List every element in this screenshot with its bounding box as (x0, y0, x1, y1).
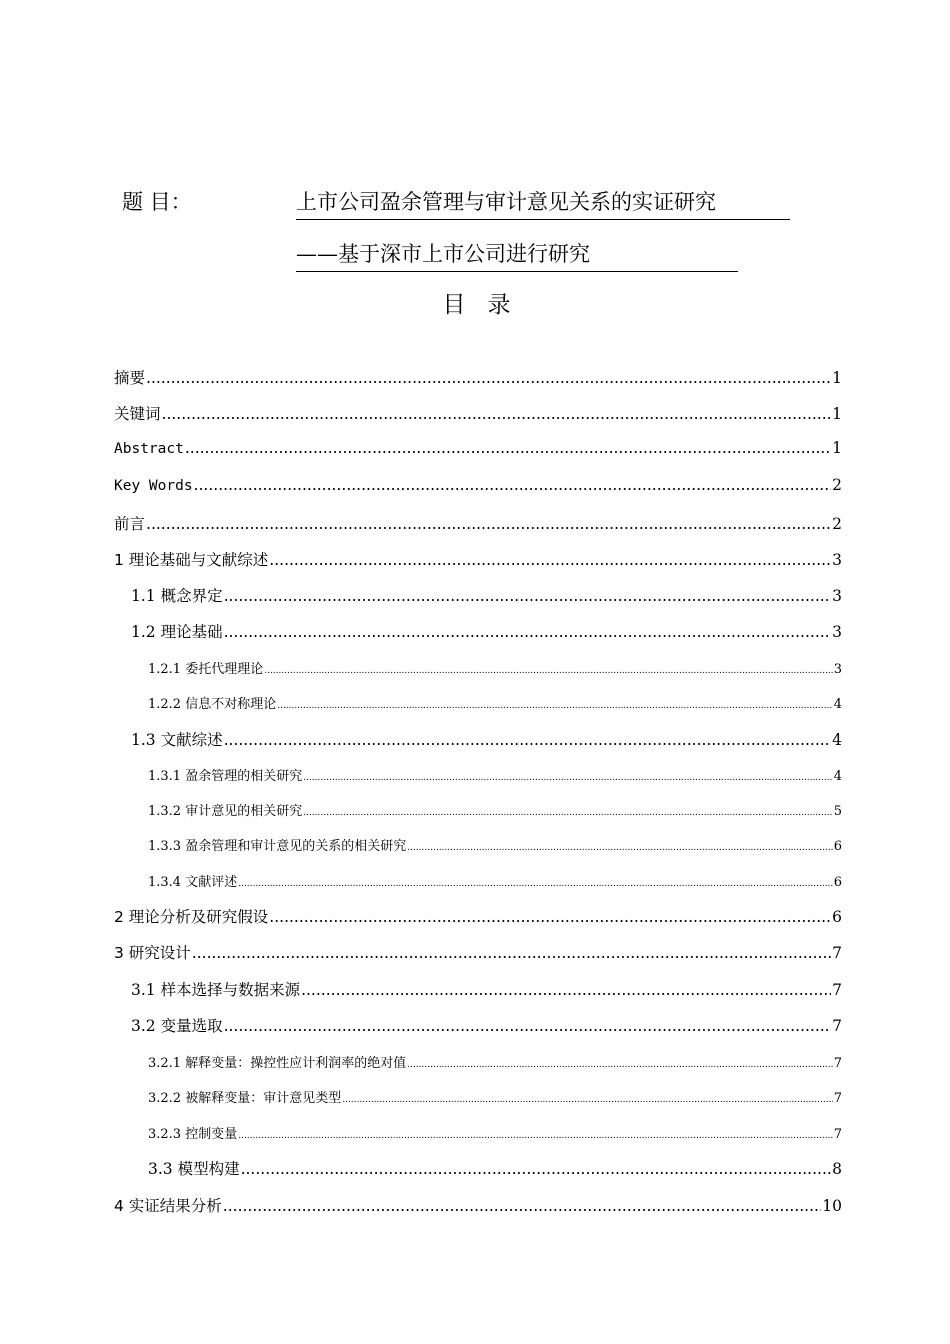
toc-entry-preface[interactable] (114, 512, 842, 534)
toc-entry-3-2-2[interactable] (148, 1087, 842, 1106)
toc-leader-dots (146, 515, 831, 533)
toc-entry-abstract-cn[interactable] (114, 366, 842, 388)
toc-leader-dots (277, 701, 833, 711)
toc-entry-text: 1.3 文献综述 (131, 731, 223, 749)
toc-entry-1-3[interactable] (131, 728, 842, 750)
toc-entry-page: 4 (832, 731, 842, 749)
toc-entry-page: 6 (832, 908, 842, 926)
toc-leader-dots (407, 843, 833, 853)
toc-leader-dots (241, 1160, 832, 1178)
toc-entry-text: 4 实证结果分析 (114, 1197, 222, 1215)
toc-leader-dots (224, 1017, 832, 1035)
toc-entry-chapter-3[interactable] (114, 941, 842, 963)
toc-entry-page: 8 (832, 1160, 842, 1178)
toc-entry-text: 1.3.1 盈余管理的相关研究 (148, 769, 303, 784)
toc-entry-key-words[interactable] (114, 476, 842, 494)
toc-leader-dots (342, 1095, 833, 1105)
toc-entry-page: 5 (833, 804, 842, 819)
toc-entry-text: 3.2.3 控制变量 (148, 1127, 238, 1142)
toc-entry-text: 1.2 理论基础 (131, 623, 223, 641)
toc-entry-text: 关键词 (114, 405, 161, 423)
toc-entry-3-3[interactable] (148, 1157, 842, 1179)
toc-leader-dots (238, 879, 833, 889)
toc-entry-3-2[interactable] (131, 1014, 842, 1036)
toc-entry-1-1[interactable] (131, 584, 842, 606)
toc-entry-page: 3 (832, 623, 842, 641)
toc-leader-dots (192, 944, 831, 962)
toc-entry-page: 3 (833, 662, 842, 677)
toc-entry-page: 3 (832, 551, 842, 569)
toc-entry-3-1[interactable] (131, 978, 842, 1000)
toc-leader-dots (303, 773, 833, 783)
toc-leader-dots (264, 666, 833, 676)
toc-entry-page: 7 (832, 981, 842, 999)
toc-entry-page: 3 (832, 587, 842, 605)
toc-entry-3-2-1[interactable] (148, 1052, 842, 1071)
toc-entry-page: 7 (833, 1091, 842, 1106)
toc-entry-text: 1.1 概念界定 (131, 587, 223, 605)
toc-leader-dots (162, 405, 832, 423)
toc-entry-text: 3.2 变量选取 (131, 1017, 223, 1035)
title-subtitle: ——基于深市上市公司进行研究 (296, 238, 738, 272)
toc-entry-1-3-2[interactable] (148, 800, 842, 819)
toc-leader-dots (185, 439, 831, 457)
toc-entry-text: 3.3 模型构建 (148, 1160, 240, 1178)
toc-entry-text: Key Words (114, 478, 193, 494)
toc-entry-text: 摘要 (114, 369, 146, 387)
toc-entry-1-2-2[interactable] (148, 693, 842, 712)
toc-entry-chapter-2[interactable] (114, 905, 842, 927)
toc-leader-dots (224, 731, 832, 749)
toc-entry-1-3-1[interactable] (148, 765, 842, 784)
toc-leader-dots (223, 1197, 821, 1215)
toc-entry-text: 2 理论分析及研究假设 (114, 908, 269, 926)
toc-entry-page: 1 (832, 369, 842, 387)
toc-entry-text: 1 理论基础与文献综述 (114, 551, 269, 569)
toc-leader-dots (238, 1131, 833, 1141)
toc-entry-page: 1 (832, 405, 842, 423)
toc-entry-text: 1.2.2 信息不对称理论 (148, 697, 277, 712)
toc-entry-page: 4 (833, 697, 842, 712)
toc-entry-page: 7 (832, 1017, 842, 1035)
toc-entry-text: 1.3.4 文献评述 (148, 875, 238, 890)
toc-entry-keywords-cn[interactable] (114, 402, 842, 424)
toc-entry-chapter-4[interactable] (114, 1194, 842, 1216)
toc-entry-text: 3.2.1 解释变量：操控性应计利润率的绝对值 (148, 1056, 407, 1071)
toc-leader-dots (269, 908, 831, 926)
toc-entry-page: 7 (833, 1127, 842, 1142)
toc-entry-abstract[interactable] (114, 439, 842, 457)
toc-heading: 目录 (442, 292, 533, 318)
toc-entry-text: Abstract (114, 441, 184, 457)
toc-entry-1-3-3[interactable] (148, 835, 842, 854)
toc-entry-1-2-1[interactable] (148, 658, 842, 677)
toc-leader-dots (224, 623, 832, 641)
toc-leader-dots (224, 587, 832, 605)
toc-entry-page: 6 (833, 875, 842, 890)
toc-entry-text: 1.3.2 审计意见的相关研究 (148, 804, 303, 819)
toc-entry-3-2-3[interactable] (148, 1123, 842, 1142)
toc-entry-page: 7 (832, 944, 842, 962)
toc-entry-text: 3 研究设计 (114, 944, 191, 962)
toc-entry-page: 2 (832, 476, 842, 494)
toc-entry-text: 1.2.1 委托代理理论 (148, 662, 264, 677)
toc-entry-text: 3.1 样本选择与数据来源 (131, 981, 301, 999)
title-main: 上市公司盈余管理与审计意见关系的实证研究 (296, 186, 790, 220)
toc-leader-dots (303, 808, 833, 818)
toc-entry-chapter-1[interactable] (114, 548, 842, 570)
toc-entry-page: 2 (832, 515, 842, 533)
toc-leader-dots (269, 551, 831, 569)
toc-entry-1-3-4[interactable] (148, 871, 842, 890)
toc-entry-page: 4 (833, 769, 842, 784)
toc-leader-dots (407, 1060, 833, 1070)
toc-entry-page: 1 (832, 439, 842, 457)
toc-entry-page: 7 (833, 1056, 842, 1071)
toc-entry-page: 10 (822, 1197, 842, 1215)
toc-leader-dots (146, 369, 831, 387)
toc-entry-1-2[interactable] (131, 620, 842, 642)
toc-entry-text: 3.2.2 被解释变量：审计意见类型 (148, 1091, 342, 1106)
toc-entry-page: 6 (833, 839, 842, 854)
toc-entry-text: 1.3.3 盈余管理和审计意见的关系的相关研究 (148, 839, 407, 854)
title-label: 题 目： (122, 190, 192, 214)
toc-leader-dots (301, 981, 831, 999)
toc-entry-text: 前言 (114, 515, 146, 533)
toc-leader-dots (194, 476, 832, 494)
